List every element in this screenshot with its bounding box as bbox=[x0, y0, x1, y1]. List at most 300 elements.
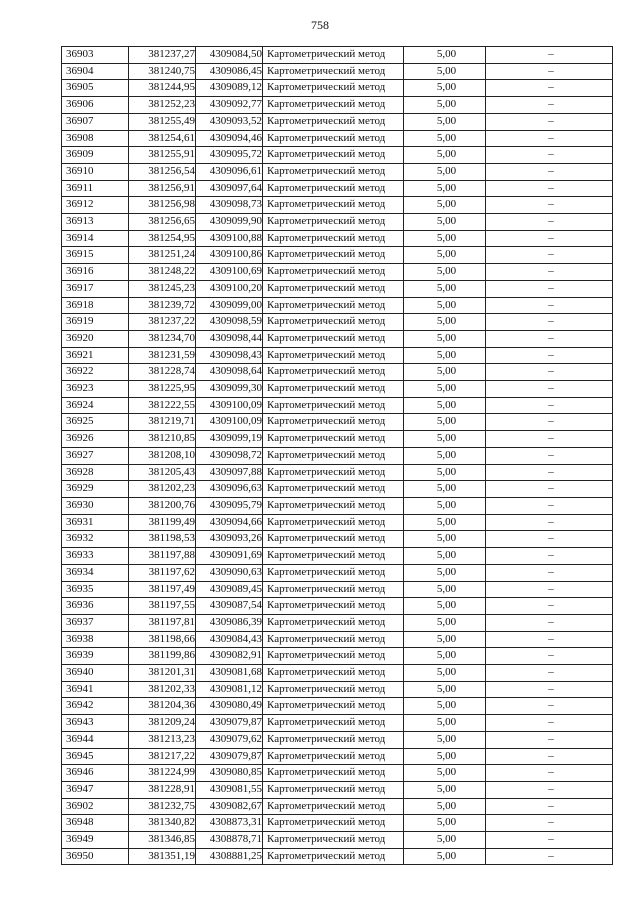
point-number-cell: 36945 bbox=[62, 748, 129, 765]
note-cell: – bbox=[486, 280, 613, 297]
x-coordinate-cell: 381351,19 bbox=[129, 848, 196, 865]
note-cell: – bbox=[486, 514, 613, 531]
y-coordinate-cell: 4309099,90 bbox=[196, 214, 263, 231]
note-cell: – bbox=[486, 832, 613, 849]
note-cell: – bbox=[486, 748, 613, 765]
y-coordinate-cell: 4309097,88 bbox=[196, 464, 263, 481]
note-cell: – bbox=[486, 80, 613, 97]
method-cell: Картометрический метод bbox=[263, 531, 404, 548]
table-row bbox=[62, 698, 613, 715]
note-cell: – bbox=[486, 230, 613, 247]
y-coordinate-cell: 4309099,00 bbox=[196, 297, 263, 314]
method-cell: Картометрический метод bbox=[263, 130, 404, 147]
error-cell: 5,00 bbox=[404, 47, 486, 64]
table-row bbox=[62, 815, 613, 832]
point-number-cell: 36934 bbox=[62, 564, 129, 581]
y-coordinate-cell: 4308873,31 bbox=[196, 815, 263, 832]
point-number-cell: 36941 bbox=[62, 681, 129, 698]
method-cell: Картометрический метод bbox=[263, 113, 404, 130]
y-coordinate-cell: 4309094,66 bbox=[196, 514, 263, 531]
method-cell: Картометрический метод bbox=[263, 147, 404, 164]
error-cell: 5,00 bbox=[404, 497, 486, 514]
table-row bbox=[62, 614, 613, 631]
y-coordinate-cell: 4309100,09 bbox=[196, 397, 263, 414]
y-coordinate-cell: 4309086,45 bbox=[196, 63, 263, 80]
method-cell: Картометрический метод bbox=[263, 397, 404, 414]
x-coordinate-cell: 381237,22 bbox=[129, 314, 196, 331]
table-row bbox=[62, 414, 613, 431]
table-row bbox=[62, 247, 613, 264]
error-cell: 5,00 bbox=[404, 330, 486, 347]
error-cell: 5,00 bbox=[404, 180, 486, 197]
method-cell: Картометрический метод bbox=[263, 715, 404, 732]
y-coordinate-cell: 4309084,43 bbox=[196, 631, 263, 648]
method-cell: Картометрический метод bbox=[263, 414, 404, 431]
table-row bbox=[62, 130, 613, 147]
point-number-cell: 36947 bbox=[62, 781, 129, 798]
x-coordinate-cell: 381255,49 bbox=[129, 113, 196, 130]
table-row bbox=[62, 832, 613, 849]
point-number-cell: 36902 bbox=[62, 798, 129, 815]
table-row bbox=[62, 598, 613, 615]
note-cell: – bbox=[486, 97, 613, 114]
x-coordinate-cell: 381256,98 bbox=[129, 197, 196, 214]
method-cell: Картометрический метод bbox=[263, 97, 404, 114]
y-coordinate-cell: 4309095,79 bbox=[196, 497, 263, 514]
method-cell: Картометрический метод bbox=[263, 598, 404, 615]
error-cell: 5,00 bbox=[404, 247, 486, 264]
y-coordinate-cell: 4309097,64 bbox=[196, 180, 263, 197]
method-cell: Картометрический метод bbox=[263, 63, 404, 80]
note-cell: – bbox=[486, 715, 613, 732]
point-number-cell: 36948 bbox=[62, 815, 129, 832]
error-cell: 5,00 bbox=[404, 214, 486, 231]
table-row bbox=[62, 330, 613, 347]
table-row bbox=[62, 514, 613, 531]
method-cell: Картометрический метод bbox=[263, 614, 404, 631]
table-row bbox=[62, 798, 613, 815]
y-coordinate-cell: 4309081,55 bbox=[196, 781, 263, 798]
y-coordinate-cell: 4309098,44 bbox=[196, 330, 263, 347]
x-coordinate-cell: 381252,23 bbox=[129, 97, 196, 114]
y-coordinate-cell: 4309096,63 bbox=[196, 481, 263, 498]
point-number-cell: 36915 bbox=[62, 247, 129, 264]
point-number-cell: 36943 bbox=[62, 715, 129, 732]
method-cell: Картометрический метод bbox=[263, 447, 404, 464]
note-cell: – bbox=[486, 314, 613, 331]
x-coordinate-cell: 381224,99 bbox=[129, 765, 196, 782]
error-cell: 5,00 bbox=[404, 63, 486, 80]
error-cell: 5,00 bbox=[404, 665, 486, 682]
point-number-cell: 36928 bbox=[62, 464, 129, 481]
x-coordinate-cell: 381222,55 bbox=[129, 397, 196, 414]
note-cell: – bbox=[486, 63, 613, 80]
note-cell: – bbox=[486, 47, 613, 64]
y-coordinate-cell: 4309093,52 bbox=[196, 113, 263, 130]
table-row bbox=[62, 230, 613, 247]
y-coordinate-cell: 4309079,62 bbox=[196, 731, 263, 748]
point-number-cell: 36931 bbox=[62, 514, 129, 531]
method-cell: Картометрический метод bbox=[263, 347, 404, 364]
method-cell: Картометрический метод bbox=[263, 631, 404, 648]
note-cell: – bbox=[486, 397, 613, 414]
note-cell: – bbox=[486, 464, 613, 481]
x-coordinate-cell: 381201,31 bbox=[129, 665, 196, 682]
y-coordinate-cell: 4309082,67 bbox=[196, 798, 263, 815]
method-cell: Картометрический метод bbox=[263, 798, 404, 815]
error-cell: 5,00 bbox=[404, 130, 486, 147]
note-cell: – bbox=[486, 297, 613, 314]
error-cell: 5,00 bbox=[404, 113, 486, 130]
table-row bbox=[62, 347, 613, 364]
point-number-cell: 36909 bbox=[62, 147, 129, 164]
table-row bbox=[62, 97, 613, 114]
x-coordinate-cell: 381197,49 bbox=[129, 581, 196, 598]
y-coordinate-cell: 4309093,26 bbox=[196, 531, 263, 548]
method-cell: Картометрический метод bbox=[263, 848, 404, 865]
point-number-cell: 36908 bbox=[62, 130, 129, 147]
note-cell: – bbox=[486, 431, 613, 448]
table-row bbox=[62, 481, 613, 498]
error-cell: 5,00 bbox=[404, 347, 486, 364]
method-cell: Картометрический метод bbox=[263, 648, 404, 665]
error-cell: 5,00 bbox=[404, 97, 486, 114]
table-row bbox=[62, 715, 613, 732]
table-row bbox=[62, 447, 613, 464]
error-cell: 5,00 bbox=[404, 581, 486, 598]
table-row bbox=[62, 631, 613, 648]
point-number-cell: 36929 bbox=[62, 481, 129, 498]
point-number-cell: 36926 bbox=[62, 431, 129, 448]
point-number-cell: 36905 bbox=[62, 80, 129, 97]
x-coordinate-cell: 381197,62 bbox=[129, 564, 196, 581]
point-number-cell: 36919 bbox=[62, 314, 129, 331]
y-coordinate-cell: 4309084,50 bbox=[196, 47, 263, 64]
table-row bbox=[62, 280, 613, 297]
y-coordinate-cell: 4309100,69 bbox=[196, 264, 263, 281]
error-cell: 5,00 bbox=[404, 163, 486, 180]
y-coordinate-cell: 4309096,61 bbox=[196, 163, 263, 180]
note-cell: – bbox=[486, 564, 613, 581]
y-coordinate-cell: 4308878,71 bbox=[196, 832, 263, 849]
x-coordinate-cell: 381197,88 bbox=[129, 548, 196, 565]
table-row bbox=[62, 431, 613, 448]
error-cell: 5,00 bbox=[404, 280, 486, 297]
y-coordinate-cell: 4309098,43 bbox=[196, 347, 263, 364]
method-cell: Картометрический метод bbox=[263, 815, 404, 832]
x-coordinate-cell: 381245,23 bbox=[129, 280, 196, 297]
table-row bbox=[62, 314, 613, 331]
y-coordinate-cell: 4309091,69 bbox=[196, 548, 263, 565]
table-row bbox=[62, 364, 613, 381]
x-coordinate-cell: 381234,70 bbox=[129, 330, 196, 347]
x-coordinate-cell: 381228,74 bbox=[129, 364, 196, 381]
note-cell: – bbox=[486, 631, 613, 648]
point-number-cell: 36938 bbox=[62, 631, 129, 648]
method-cell: Картометрический метод bbox=[263, 214, 404, 231]
point-number-cell: 36936 bbox=[62, 598, 129, 615]
note-cell: – bbox=[486, 798, 613, 815]
y-coordinate-cell: 4309089,12 bbox=[196, 80, 263, 97]
error-cell: 5,00 bbox=[404, 548, 486, 565]
x-coordinate-cell: 381209,24 bbox=[129, 715, 196, 732]
point-number-cell: 36942 bbox=[62, 698, 129, 715]
error-cell: 5,00 bbox=[404, 848, 486, 865]
point-number-cell: 36906 bbox=[62, 97, 129, 114]
error-cell: 5,00 bbox=[404, 531, 486, 548]
error-cell: 5,00 bbox=[404, 447, 486, 464]
method-cell: Картометрический метод bbox=[263, 548, 404, 565]
error-cell: 5,00 bbox=[404, 681, 486, 698]
x-coordinate-cell: 381228,91 bbox=[129, 781, 196, 798]
x-coordinate-cell: 381256,65 bbox=[129, 214, 196, 231]
note-cell: – bbox=[486, 197, 613, 214]
error-cell: 5,00 bbox=[404, 464, 486, 481]
x-coordinate-cell: 381255,91 bbox=[129, 147, 196, 164]
note-cell: – bbox=[486, 330, 613, 347]
x-coordinate-cell: 381256,54 bbox=[129, 163, 196, 180]
error-cell: 5,00 bbox=[404, 381, 486, 398]
table-row bbox=[62, 264, 613, 281]
method-cell: Картометрический метод bbox=[263, 314, 404, 331]
y-coordinate-cell: 4309098,59 bbox=[196, 314, 263, 331]
point-number-cell: 36914 bbox=[62, 230, 129, 247]
note-cell: – bbox=[486, 214, 613, 231]
y-coordinate-cell: 4309081,12 bbox=[196, 681, 263, 698]
point-number-cell: 36946 bbox=[62, 765, 129, 782]
note-cell: – bbox=[486, 848, 613, 865]
point-number-cell: 36903 bbox=[62, 47, 129, 64]
note-cell: – bbox=[486, 113, 613, 130]
table-row bbox=[62, 531, 613, 548]
method-cell: Картометрический метод bbox=[263, 163, 404, 180]
point-number-cell: 36911 bbox=[62, 180, 129, 197]
x-coordinate-cell: 381244,95 bbox=[129, 80, 196, 97]
point-number-cell: 36907 bbox=[62, 113, 129, 130]
y-coordinate-cell: 4309094,46 bbox=[196, 130, 263, 147]
x-coordinate-cell: 381205,43 bbox=[129, 464, 196, 481]
point-number-cell: 36917 bbox=[62, 280, 129, 297]
method-cell: Картометрический метод bbox=[263, 731, 404, 748]
error-cell: 5,00 bbox=[404, 781, 486, 798]
note-cell: – bbox=[486, 548, 613, 565]
point-number-cell: 36950 bbox=[62, 848, 129, 865]
method-cell: Картометрический метод bbox=[263, 297, 404, 314]
x-coordinate-cell: 381237,27 bbox=[129, 47, 196, 64]
y-coordinate-cell: 4309098,72 bbox=[196, 447, 263, 464]
error-cell: 5,00 bbox=[404, 481, 486, 498]
point-number-cell: 36916 bbox=[62, 264, 129, 281]
y-coordinate-cell: 4309100,20 bbox=[196, 280, 263, 297]
table-row bbox=[62, 781, 613, 798]
y-coordinate-cell: 4309080,85 bbox=[196, 765, 263, 782]
error-cell: 5,00 bbox=[404, 397, 486, 414]
method-cell: Картометрический метод bbox=[263, 264, 404, 281]
point-number-cell: 36939 bbox=[62, 648, 129, 665]
method-cell: Картометрический метод bbox=[263, 364, 404, 381]
table-row bbox=[62, 80, 613, 97]
method-cell: Картометрический метод bbox=[263, 581, 404, 598]
y-coordinate-cell: 4309100,88 bbox=[196, 230, 263, 247]
y-coordinate-cell: 4309082,91 bbox=[196, 648, 263, 665]
x-coordinate-cell: 381199,86 bbox=[129, 648, 196, 665]
method-cell: Картометрический метод bbox=[263, 80, 404, 97]
note-cell: – bbox=[486, 447, 613, 464]
coordinates-table bbox=[61, 46, 613, 865]
y-coordinate-cell: 4309079,87 bbox=[196, 715, 263, 732]
y-coordinate-cell: 4309080,49 bbox=[196, 698, 263, 715]
page-number: 758 bbox=[311, 18, 329, 32]
error-cell: 5,00 bbox=[404, 414, 486, 431]
table-row bbox=[62, 731, 613, 748]
table-row bbox=[62, 681, 613, 698]
note-cell: – bbox=[486, 364, 613, 381]
x-coordinate-cell: 381240,75 bbox=[129, 63, 196, 80]
error-cell: 5,00 bbox=[404, 631, 486, 648]
error-cell: 5,00 bbox=[404, 147, 486, 164]
y-coordinate-cell: 4309100,86 bbox=[196, 247, 263, 264]
point-number-cell: 36944 bbox=[62, 731, 129, 748]
method-cell: Картометрический метод bbox=[263, 431, 404, 448]
point-number-cell: 36904 bbox=[62, 63, 129, 80]
y-coordinate-cell: 4309098,73 bbox=[196, 197, 263, 214]
x-coordinate-cell: 381219,71 bbox=[129, 414, 196, 431]
method-cell: Картометрический метод bbox=[263, 832, 404, 849]
y-coordinate-cell: 4309079,87 bbox=[196, 748, 263, 765]
error-cell: 5,00 bbox=[404, 598, 486, 615]
error-cell: 5,00 bbox=[404, 297, 486, 314]
x-coordinate-cell: 381217,22 bbox=[129, 748, 196, 765]
note-cell: – bbox=[486, 481, 613, 498]
table-row bbox=[62, 748, 613, 765]
y-coordinate-cell: 4309100,09 bbox=[196, 414, 263, 431]
error-cell: 5,00 bbox=[404, 230, 486, 247]
method-cell: Картометрический метод bbox=[263, 698, 404, 715]
method-cell: Картометрический метод bbox=[263, 280, 404, 297]
point-number-cell: 36930 bbox=[62, 497, 129, 514]
method-cell: Картометрический метод bbox=[263, 180, 404, 197]
point-number-cell: 36925 bbox=[62, 414, 129, 431]
x-coordinate-cell: 381231,59 bbox=[129, 347, 196, 364]
table-row bbox=[62, 180, 613, 197]
error-cell: 5,00 bbox=[404, 648, 486, 665]
error-cell: 5,00 bbox=[404, 765, 486, 782]
method-cell: Картометрический метод bbox=[263, 781, 404, 798]
method-cell: Картометрический метод bbox=[263, 497, 404, 514]
error-cell: 5,00 bbox=[404, 698, 486, 715]
method-cell: Картометрический метод bbox=[263, 681, 404, 698]
x-coordinate-cell: 381200,76 bbox=[129, 497, 196, 514]
x-coordinate-cell: 381251,24 bbox=[129, 247, 196, 264]
note-cell: – bbox=[486, 815, 613, 832]
y-coordinate-cell: 4309090,63 bbox=[196, 564, 263, 581]
x-coordinate-cell: 381340,82 bbox=[129, 815, 196, 832]
note-cell: – bbox=[486, 781, 613, 798]
error-cell: 5,00 bbox=[404, 197, 486, 214]
y-coordinate-cell: 4308881,25 bbox=[196, 848, 263, 865]
point-number-cell: 36940 bbox=[62, 665, 129, 682]
method-cell: Картометрический метод bbox=[263, 748, 404, 765]
error-cell: 5,00 bbox=[404, 264, 486, 281]
note-cell: – bbox=[486, 147, 613, 164]
method-cell: Картометрический метод bbox=[263, 564, 404, 581]
point-number-cell: 36913 bbox=[62, 214, 129, 231]
table-row bbox=[62, 648, 613, 665]
table-row bbox=[62, 848, 613, 865]
table-row bbox=[62, 765, 613, 782]
error-cell: 5,00 bbox=[404, 715, 486, 732]
x-coordinate-cell: 381254,61 bbox=[129, 130, 196, 147]
error-cell: 5,00 bbox=[404, 564, 486, 581]
x-coordinate-cell: 381202,23 bbox=[129, 481, 196, 498]
table-row bbox=[62, 464, 613, 481]
note-cell: – bbox=[486, 614, 613, 631]
error-cell: 5,00 bbox=[404, 832, 486, 849]
note-cell: – bbox=[486, 130, 613, 147]
x-coordinate-cell: 381199,49 bbox=[129, 514, 196, 531]
error-cell: 5,00 bbox=[404, 514, 486, 531]
y-coordinate-cell: 4309087,54 bbox=[196, 598, 263, 615]
table-row bbox=[62, 113, 613, 130]
table-row bbox=[62, 397, 613, 414]
point-number-cell: 36910 bbox=[62, 163, 129, 180]
x-coordinate-cell: 381213,23 bbox=[129, 731, 196, 748]
table-row bbox=[62, 297, 613, 314]
point-number-cell: 36918 bbox=[62, 297, 129, 314]
point-number-cell: 36922 bbox=[62, 364, 129, 381]
table-row bbox=[62, 47, 613, 64]
note-cell: – bbox=[486, 648, 613, 665]
x-coordinate-cell: 381210,85 bbox=[129, 431, 196, 448]
y-coordinate-cell: 4309089,45 bbox=[196, 581, 263, 598]
y-coordinate-cell: 4309095,72 bbox=[196, 147, 263, 164]
method-cell: Картометрический метод bbox=[263, 247, 404, 264]
error-cell: 5,00 bbox=[404, 731, 486, 748]
note-cell: – bbox=[486, 264, 613, 281]
note-cell: – bbox=[486, 765, 613, 782]
note-cell: – bbox=[486, 247, 613, 264]
table-row bbox=[62, 147, 613, 164]
x-coordinate-cell: 381239,72 bbox=[129, 297, 196, 314]
x-coordinate-cell: 381254,95 bbox=[129, 230, 196, 247]
error-cell: 5,00 bbox=[404, 798, 486, 815]
note-cell: – bbox=[486, 381, 613, 398]
point-number-cell: 36927 bbox=[62, 447, 129, 464]
point-number-cell: 36921 bbox=[62, 347, 129, 364]
point-number-cell: 36932 bbox=[62, 531, 129, 548]
y-coordinate-cell: 4309098,64 bbox=[196, 364, 263, 381]
x-coordinate-cell: 381198,53 bbox=[129, 531, 196, 548]
note-cell: – bbox=[486, 665, 613, 682]
table-row bbox=[62, 163, 613, 180]
method-cell: Картометрический метод bbox=[263, 47, 404, 64]
table-row bbox=[62, 581, 613, 598]
x-coordinate-cell: 381204,36 bbox=[129, 698, 196, 715]
y-coordinate-cell: 4309092,77 bbox=[196, 97, 263, 114]
note-cell: – bbox=[486, 497, 613, 514]
error-cell: 5,00 bbox=[404, 614, 486, 631]
point-number-cell: 36933 bbox=[62, 548, 129, 565]
method-cell: Картометрический метод bbox=[263, 330, 404, 347]
method-cell: Картометрический метод bbox=[263, 481, 404, 498]
y-coordinate-cell: 4309081,68 bbox=[196, 665, 263, 682]
method-cell: Картометрический метод bbox=[263, 230, 404, 247]
x-coordinate-cell: 381346,85 bbox=[129, 832, 196, 849]
point-number-cell: 36920 bbox=[62, 330, 129, 347]
table-row bbox=[62, 548, 613, 565]
table-row bbox=[62, 497, 613, 514]
note-cell: – bbox=[486, 531, 613, 548]
